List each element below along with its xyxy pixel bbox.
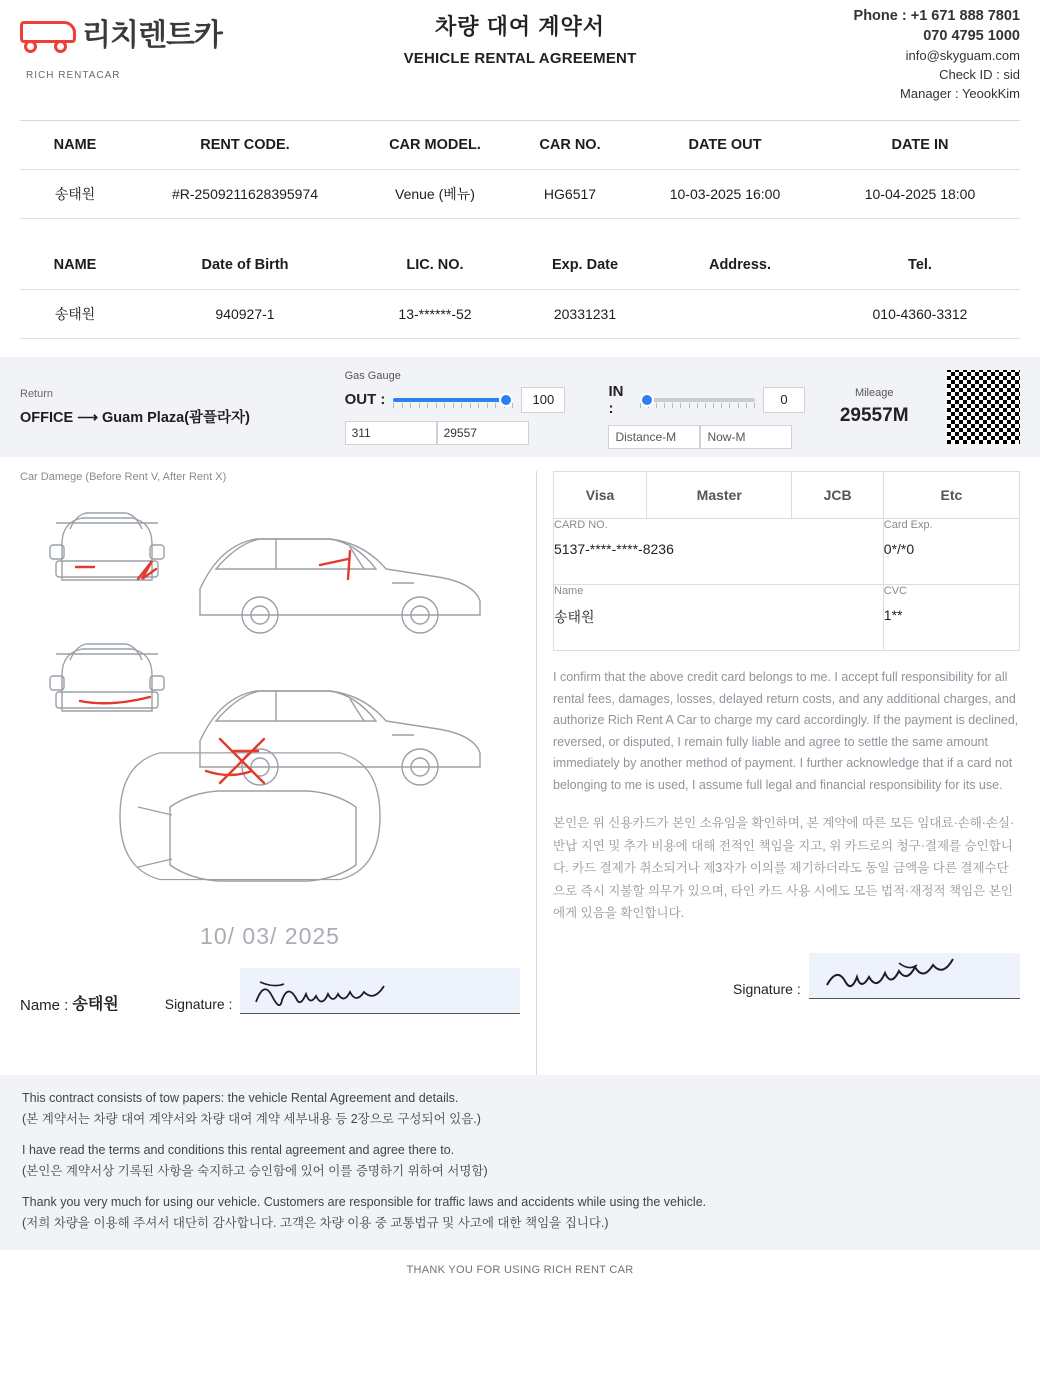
- cell-date-out: 10-03-2025 16:00: [669, 186, 781, 202]
- card-holder-row: [554, 585, 1020, 651]
- cell-license-no: 13-******-52: [398, 306, 472, 322]
- manager-name: Manager : YeookKim: [900, 86, 1020, 101]
- col-name: NAME: [53, 137, 97, 153]
- card-no-cell[interactable]: [554, 519, 884, 585]
- rental-table: [20, 121, 1020, 219]
- rental-info-section: [0, 120, 1040, 339]
- car-damage-diagram[interactable]: [20, 489, 510, 919]
- mileage-block: [815, 387, 933, 427]
- card-name-label: Name: [554, 585, 584, 597]
- consent-text-kr: 본인은 위 신용카드가 본인 소유임을 확인하며, 본 계약에 따른 모든 임대료·손해·손실·반납 지연 및 추가 비용에 대해 전적인 책임을 지고, 위 카드로의 청구·결제를 승인합니다. 카드 결제가 취소되거나 제3자가 이의를 제기하더라도 동일 금액을 다른 결제수단으로 즉시 지불할 의무가 있으며, 타인 카드 사용 시에도 모든 법적·재정적 책임은 본인에게 있음을 확인합니다.: [553, 816, 1015, 920]
- cell-car-no: HG6517: [543, 186, 597, 202]
- brand-logo: [20, 8, 270, 81]
- mileage-label: Mileage: [854, 387, 894, 399]
- phone-secondary: 070 4795 1000: [923, 28, 1020, 44]
- thanks-footer: THANK YOU FOR USING RICH RENT CAR: [406, 1264, 634, 1276]
- damage-date: 10/ 03/ 2025: [200, 923, 340, 949]
- distance-m-input[interactable]: Distance-M: [608, 425, 700, 449]
- main-content: [0, 457, 1040, 1075]
- customer-signature-row: [20, 968, 520, 1014]
- check-id: Check ID : sid: [939, 67, 1020, 82]
- card-exp-label: Card Exp.: [883, 519, 933, 531]
- card-name-value: 송태원: [554, 609, 595, 625]
- gas-mileage-band: [0, 357, 1040, 457]
- driver-table: [20, 241, 1020, 339]
- gas-out-sub2-input[interactable]: 29557: [437, 421, 529, 445]
- vertical-divider: [536, 471, 537, 1075]
- title-korean: 차량 대여 계약서: [435, 14, 605, 39]
- phone-label: Phone :: [853, 8, 907, 24]
- out-label: OUT :: [344, 391, 386, 408]
- card-cvc-cell[interactable]: [883, 585, 1019, 651]
- gas-out-slider[interactable]: [393, 391, 513, 409]
- gas-out-value[interactable]: 100: [521, 387, 565, 413]
- card-signature-row: [553, 953, 1020, 999]
- contact-block: [770, 8, 1020, 105]
- col-exp-date: Exp. Date: [551, 257, 619, 273]
- brand-visa[interactable]: Visa: [554, 472, 647, 519]
- page-title: [270, 8, 770, 67]
- col-rent-code: RENT CODE.: [200, 137, 290, 153]
- col-driver-name: NAME: [53, 257, 97, 273]
- consent-text-en: I confirm that the above credit card belongs to me. I accept full responsibility for all rental fees, damages, losses, delayed return costs, and any additional charges, and authorize Rich Rent A Car to charge my card accordingly. If the payment is declined, reversed, or disputed, I remain fully liable and agree to settle the same amount immediately by another method of payment. I further acknowledge that if a card not belonging to me is used, I assume full legal and financial responsibility for its use.: [553, 670, 1019, 792]
- cell-address: [660, 290, 820, 339]
- card-cvc-label: CVC: [883, 585, 908, 597]
- brand-master[interactable]: Master: [647, 472, 792, 519]
- cell-date-in: 10-04-2025 18:00: [864, 186, 976, 202]
- note-line-5: Thank you very much for using our vehicle. Customers are responsible for traffic laws and accidents while using the vehicle.: [22, 1195, 707, 1209]
- signature-label-right: Signature :: [733, 980, 801, 997]
- card-table: [553, 471, 1020, 651]
- signature-label-left: Signature :: [164, 996, 233, 1012]
- cell-driver-name: 송태원: [54, 306, 96, 322]
- card-cvc-value: 1**: [883, 607, 903, 623]
- title-english: VEHICLE RENTAL AGREEMENT: [403, 50, 637, 67]
- col-date-in: DATE IN: [891, 137, 949, 153]
- gas-in-slider[interactable]: [640, 391, 755, 409]
- note-line-4: (본인은 계약서상 기록된 사항을 숙지하고 승인함에 있어 이를 증명하기 위하여 서명함): [22, 1164, 488, 1178]
- damage-caption: Car Damege (Before Rent V, After Rent X): [20, 471, 227, 483]
- col-car-no: CAR NO.: [539, 137, 601, 153]
- signature-pad-right[interactable]: [809, 953, 1020, 999]
- gas-in-block: [608, 366, 805, 449]
- gas-out-block: [345, 370, 591, 445]
- gas-in-value[interactable]: 0: [763, 387, 805, 413]
- car-logo-icon: [20, 15, 78, 49]
- card-no-label: CARD NO.: [554, 519, 608, 531]
- col-car-model: CAR MODEL.: [389, 137, 481, 153]
- card-exp-cell[interactable]: [883, 519, 1019, 585]
- mileage-value: 29557M: [839, 405, 909, 426]
- col-dob: Date of Birth: [201, 257, 289, 273]
- cell-rent-code: #R-2509211628395974: [171, 186, 319, 202]
- in-label: IN :: [608, 382, 624, 417]
- table-row: [20, 170, 1020, 219]
- card-panel: [553, 471, 1020, 1075]
- customer-name-label: Name :: [20, 997, 69, 1014]
- card-name-cell[interactable]: [554, 585, 884, 651]
- col-date-out: DATE OUT: [688, 137, 762, 153]
- phone-primary: +1 671 888 7801: [910, 8, 1020, 24]
- return-label: Return: [20, 387, 54, 400]
- card-no-value: 5137-****-****-8236: [554, 541, 674, 557]
- card-exp-value: 0*/*0: [883, 541, 915, 557]
- col-tel: Tel.: [908, 257, 932, 273]
- note-line-2: (본 계약서는 차량 대여 계약서와 차량 대여 계약 세부내용 등 2장으로 구성되어 있음.): [22, 1112, 481, 1126]
- cell-exp-date: 20331231: [553, 306, 617, 322]
- note-line-1: This contract consists of tow papers: the vehicle Rental Agreement and details.: [22, 1091, 459, 1105]
- signature-pad-left[interactable]: [240, 968, 520, 1014]
- table-row: [20, 290, 1020, 339]
- page-header: [0, 0, 1040, 120]
- gas-gauge-label: Gas Gauge: [344, 369, 401, 382]
- note-line-6: (저희 차량을 이용해 주셔서 대단히 감사합니다. 고객은 차량 이용 중 교통법규 및 사고에 대한 책임을 집니다.): [22, 1216, 609, 1230]
- rental-table-header-row: [20, 121, 1020, 170]
- card-number-row: [554, 519, 1020, 585]
- cell-tel: 010-4360-3312: [872, 306, 968, 322]
- signature-ink-right: [815, 955, 995, 999]
- logo-text-en: RICH RENTACAR: [26, 70, 121, 81]
- signature-ink-left: [246, 970, 426, 1014]
- logo-text-kr: 리치렌트카: [82, 19, 222, 52]
- return-value: OFFICE ⟶ Guam Plaza(괌플라자): [20, 409, 250, 426]
- brand-jcb[interactable]: JCB: [792, 472, 883, 519]
- customer-name-value: 송태원: [72, 996, 119, 1013]
- cell-name: 송태원: [54, 186, 96, 202]
- email-address: info@skyguam.com: [905, 48, 1020, 63]
- qr-code-icon: [947, 370, 1020, 444]
- car-outlines-svg: [20, 489, 510, 919]
- return-location-block: [20, 388, 345, 427]
- col-license-no: LIC. NO.: [406, 257, 464, 273]
- col-address: Address.: [708, 257, 772, 273]
- damage-marks: [76, 551, 350, 783]
- now-m-input[interactable]: Now-M: [700, 425, 792, 449]
- cell-car-model: Venue (베뉴): [395, 186, 475, 202]
- footer-note: [0, 1075, 1040, 1250]
- gas-out-sub1-input[interactable]: 311: [345, 421, 437, 445]
- note-line-3: I have read the terms and conditions this rental agreement and agree there to.: [22, 1143, 455, 1157]
- driver-table-header-row: [20, 241, 1020, 290]
- brand-etc[interactable]: Etc: [883, 472, 1019, 519]
- damage-panel: [20, 471, 520, 1075]
- card-brand-row: [554, 472, 1020, 519]
- cell-dob: 940927-1: [215, 306, 275, 322]
